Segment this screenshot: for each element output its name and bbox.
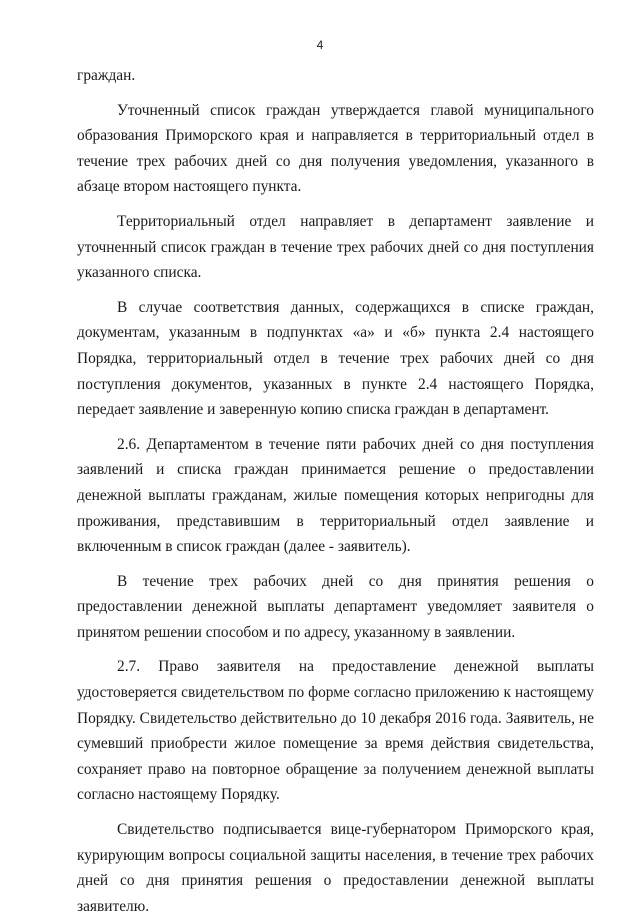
paragraph-2-7-certificate: 2.7. Право заявителя на предоставление денежной выплаты удостоверяется свидетельством по форме согласно приложению к настоящему Порядку. Свидетельство действительно до 10 декабря 2016 года. Заявитель, не сумевший приобрести жилое помещение за время действия свидетельства, сохраняет право на повторное обращение за получением денежной выплаты согласно настоящему Порядку. [77, 658, 594, 804]
paragraph-2-6-decision: 2.6. Департаментом в течение пяти рабочих дней со дня поступления заявлений и списка граждан принимается решение о предоставлении денежной выплаты гражданам, жилые помещения которых непригодны для проживания, представившим в территориальный отдел заявление и включенным в список граждан (далее - заявитель). [77, 435, 594, 556]
paragraph-notification: В течение трех рабочих дней со дня принятия решения о предоставлении денежной выплаты департамент уведомляет заявителя о принятом решении способом и по адресу, указанному в заявлении. [77, 572, 594, 641]
document-body [77, 63, 594, 919]
paragraph-refined-list-approval: Уточненный список граждан утверждается главой муниципального образования Приморского края и направляется в территориальный отдел в течение трех рабочих дней со дня получения уведомления, указанного в абзаце втором настоящего пункта. [77, 101, 594, 196]
paragraph-data-conformity: В случае соответствия данных, содержащихся в списке граждан, документам, указанным в подпунктах «а» и «б» пункта 2.4 настоящего Порядка, территориальный отдел в течение трех рабочих дней со дня поступления документов, указанных в пункте 2.4 настоящего Порядка, передает заявление и заверенную копию списка граждан в департамент. [77, 298, 594, 419]
paragraph-certificate-signing: Свидетельство подписывается вице-губернатором Приморского края, курирующим вопросы социальной защиты населения, в течение трех рабочих дней со дня принятия решения о предоставлении денежной выплаты заявителю. [77, 821, 594, 915]
paragraph-continuation: граждан. [77, 67, 136, 84]
paragraph-territorial-office-forwarding: Территориальный отдел направляет в департамент заявление и уточненный список граждан в течение трех рабочих дней со дня поступления указанного списка. [77, 212, 594, 282]
page-number: 4 [316, 38, 324, 52]
